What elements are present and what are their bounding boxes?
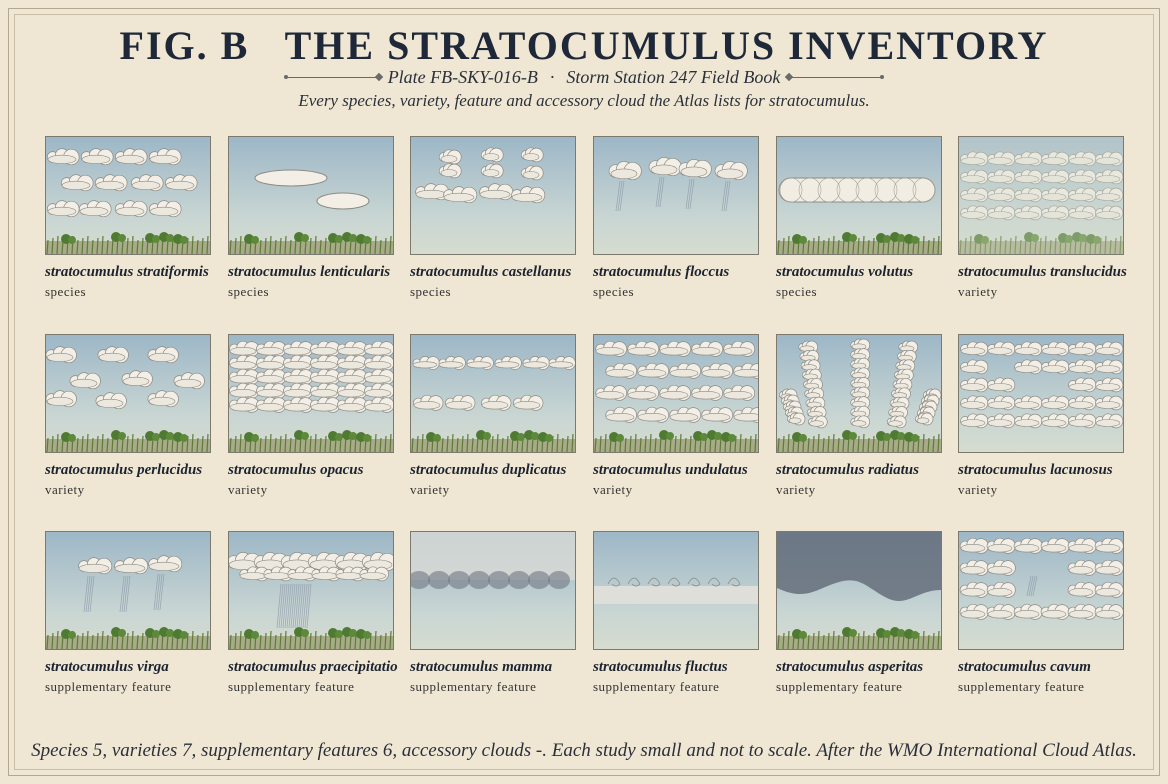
plate-intro: Every species, variety, feature and accessory cloud the Atlas lists for stratocumulus. <box>298 91 870 110</box>
undulatus-cloud-icon <box>593 334 759 453</box>
cloud-kind: species <box>776 284 818 299</box>
cloud-name: stratocumulus volutus <box>776 264 914 280</box>
floccus-cloud-icon <box>593 136 759 255</box>
cloud-kind: species <box>228 284 270 299</box>
cloud-name: stratocumulus lacunosus <box>958 462 1113 478</box>
cloud-kind: supplementary feature <box>228 679 355 694</box>
stratiformis-cloud-icon <box>45 136 211 255</box>
duplicatus-cloud-icon <box>410 334 576 453</box>
cloud-kind: variety <box>958 284 998 299</box>
cloud-kind: supplementary feature <box>45 679 172 694</box>
cloud-kind: variety <box>593 482 633 497</box>
subtitle-separator: · <box>549 67 555 87</box>
asperitas-cloud-icon <box>776 531 942 650</box>
cloud-name: stratocumulus opacus <box>228 462 364 478</box>
cloud-kind: species <box>410 284 452 299</box>
plate-number: Plate FB-SKY-016-B <box>387 67 538 87</box>
rule-left-ornament <box>286 77 378 78</box>
radiatus-cloud-icon <box>776 334 942 453</box>
mamma-cloud-icon <box>410 531 576 650</box>
cloud-name: stratocumulus cavum <box>958 659 1091 675</box>
cloud-kind: variety <box>45 482 85 497</box>
cloud-name: stratocumulus lenticularis <box>228 264 391 280</box>
lenticularis-cloud-icon <box>228 136 394 255</box>
castellanus-cloud-icon <box>410 136 576 255</box>
lacunosus-cloud-icon <box>958 334 1124 453</box>
cloud-name: stratocumulus stratiformis <box>45 264 209 280</box>
cloud-kind: species <box>593 284 635 299</box>
cloud-name: stratocumulus mamma <box>410 659 553 675</box>
volutus-cloud-icon <box>776 136 942 255</box>
plate-footer: Species 5, varieties 7, supplementary features 6, accessory clouds -. Each study small and not to scale. After the WMO International Cloud Atlas. <box>31 740 1137 761</box>
cloud-kind: supplementary feature <box>410 679 537 694</box>
cloud-name: stratocumulus castellanus <box>410 264 572 280</box>
translucidus-cloud-icon <box>958 136 1124 255</box>
cloud-kind: variety <box>958 482 998 497</box>
cloud-name: stratocumulus fluctus <box>593 659 728 675</box>
praecipitatio-cloud-icon <box>228 531 394 650</box>
cloud-kind: supplementary feature <box>958 679 1085 694</box>
cavum-cloud-icon <box>958 531 1124 650</box>
cloud-kind: variety <box>228 482 268 497</box>
cloud-name: stratocumulus duplicatus <box>410 462 567 478</box>
field-book-name: Storm Station 247 Field Book <box>566 67 781 87</box>
cloud-name: stratocumulus asperitas <box>776 659 924 675</box>
opacus-cloud-icon <box>228 334 394 453</box>
cloud-name: stratocumulus floccus <box>593 264 730 280</box>
cloud-name: stratocumulus virga <box>45 659 169 675</box>
cloud-kind: variety <box>776 482 816 497</box>
cloud-kind: variety <box>410 482 450 497</box>
plate-title: FIG. B THE STRATOCUMULUS INVENTORY <box>119 23 1049 68</box>
cloud-name: stratocumulus translucidus <box>958 264 1127 280</box>
cloud-name: stratocumulus undulatus <box>593 462 748 478</box>
virga-cloud-icon <box>45 531 211 650</box>
plate-subtitle <box>0 67 1168 88</box>
cloud-name: stratocumulus praecipitatio <box>228 659 398 675</box>
cloud-kind: supplementary feature <box>776 679 903 694</box>
cloud-kind: species <box>45 284 87 299</box>
perlucidus-cloud-icon <box>45 334 211 453</box>
cloud-name: stratocumulus perlucidus <box>45 462 203 478</box>
cloud-kind: supplementary feature <box>593 679 720 694</box>
cloud-name: stratocumulus radiatus <box>776 462 919 478</box>
fluctus-cloud-icon <box>593 531 759 650</box>
rule-right-ornament <box>790 77 882 78</box>
